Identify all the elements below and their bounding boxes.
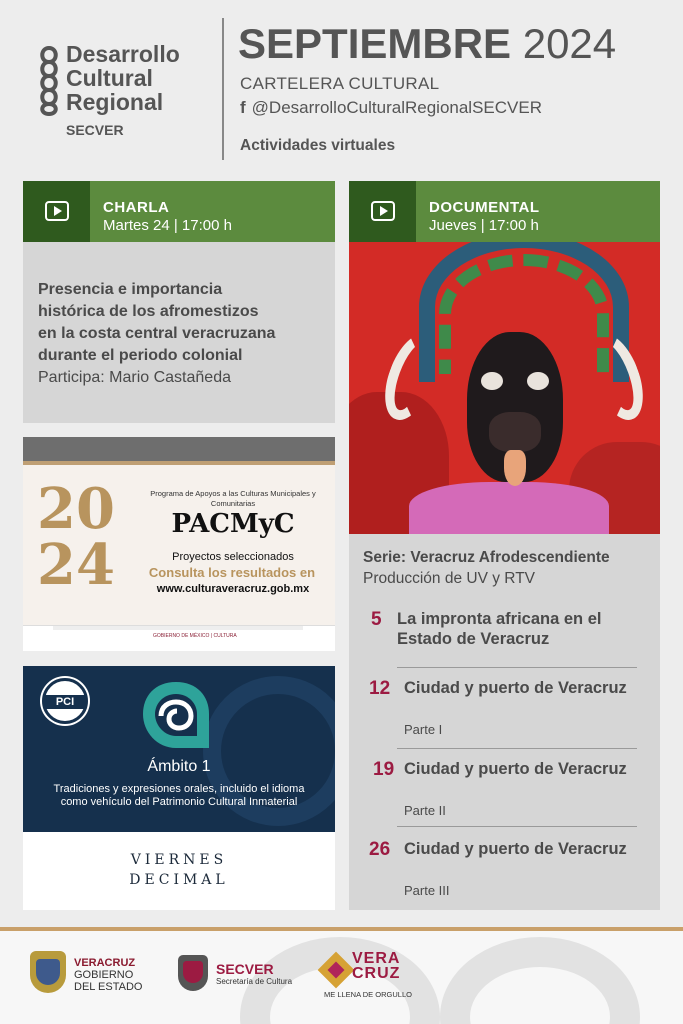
documental-produccion: Producción de UV y RTV [363, 570, 536, 587]
documental-serie: Serie: Veracruz Afrodescendiente [363, 549, 610, 566]
footer [0, 927, 683, 1024]
pacmyc-program: Programa de Apoyos a las Culturas Municipales y Comunitarias [150, 489, 316, 508]
pci-badge-icon: PCI [42, 678, 88, 724]
foot-deco2 [440, 937, 640, 1024]
episode-divider [397, 748, 637, 749]
play-box [23, 181, 90, 242]
episode-title: Ciudad y puerto de Veracruz [404, 760, 627, 778]
charla-participant: Participa: Mario Castañeda [38, 369, 231, 386]
episode-divider [397, 826, 637, 827]
documental-type: DOCUMENTAL [429, 199, 540, 216]
pacmyc-banner[interactable] [23, 437, 335, 651]
episode-day: 5 [371, 609, 382, 630]
play-box [349, 181, 416, 242]
infinity-mark-icon [38, 44, 60, 116]
veracruz-brand: VERA CRUZ [352, 950, 401, 982]
eye [527, 372, 549, 390]
page-title: SEPTIEMBRE 2024 [238, 20, 617, 67]
secver-logo: SECVER [216, 961, 274, 977]
episode-title: Ciudad y puerto de Veracruz [404, 679, 627, 697]
episode-title: La impronta africana en el Estado de Veracruz [397, 610, 602, 648]
secver-shield-icon [178, 955, 208, 991]
episode-item[interactable] [369, 678, 637, 738]
ambito-title: Ámbito 1 [147, 758, 211, 775]
episode-part: Parte III [404, 883, 450, 898]
ambito-description: Tradiciones y expresiones orales, incluido el idioma como vehículo del Patrimonio Cultural Inmaterial [53, 783, 305, 808]
facebook-handle[interactable]: f @DesarrolloCulturalRegionalSECVER [240, 98, 542, 117]
episode-title: Ciudad y puerto de Veracruz [404, 840, 627, 858]
pacmyc-fineprint [53, 626, 303, 630]
episode-divider [397, 667, 637, 668]
ambito-banner [23, 666, 335, 832]
pacmyc-year: 20 24 [37, 476, 115, 598]
tongue [504, 450, 526, 486]
logo-wordmark: Desarrollo Cultural Regional [66, 41, 180, 115]
pacmyc-name: PACMyC [171, 509, 295, 539]
header-divider [222, 18, 224, 160]
documental-card[interactable] [349, 181, 660, 910]
pacmyc-url[interactable]: www.culturaveracruz.gob.mx [156, 583, 310, 595]
snout [489, 412, 541, 452]
play-icon[interactable] [371, 201, 395, 221]
episode-part: Parte II [404, 803, 446, 818]
episode-day: 26 [369, 839, 391, 860]
episode-part: Parte I [404, 722, 443, 737]
veracruz-slogan: ME LLENA DE ORGULLO [324, 990, 412, 999]
documental-header [349, 181, 660, 242]
section-heading: Actividades virtuales [240, 137, 396, 154]
pacmyc-topbar [23, 437, 335, 461]
logo-subtitle: SECVER [66, 122, 124, 138]
episode-item[interactable] [369, 759, 637, 819]
episode-item[interactable] [369, 839, 637, 899]
episode-item[interactable] [369, 609, 637, 653]
charla-datetime: Martes 24 | 17:00 h [103, 217, 232, 234]
ambito-card[interactable] [23, 666, 335, 910]
charla-header [23, 181, 335, 242]
documental-datetime: Jueves | 17:00 h [429, 217, 539, 234]
mask-photo [349, 242, 660, 534]
episode-day: 12 [369, 678, 391, 699]
cartelera-label: CARTELERA CULTURAL [240, 74, 440, 93]
gobierno-mexico-logo: GOBIERNO DE MÉXICO | CULTURA [153, 633, 237, 639]
charla-description: Presencia e importancia histórica de los afromestizos en la costa central veracruzana durante el periodo colonial Participa: Mario Castañeda [38, 281, 276, 386]
episode-day: 19 [373, 759, 395, 780]
charla-card[interactable] [23, 181, 335, 423]
veracruz-gobierno-logo: VERACRUZ GOBIERNO DEL ESTADO [74, 957, 143, 993]
cloth [409, 482, 609, 534]
pacmyc-selected: Proyectos seleccionados [172, 551, 294, 563]
eye [481, 372, 503, 390]
pacmyc-consulta: Consulta los resultados en [148, 565, 316, 580]
viernes-decimal-brand: VIERNES DECIMAL [129, 852, 229, 888]
play-icon[interactable] [45, 201, 69, 221]
footer-accent-line [0, 927, 683, 931]
desarrollo-cultural-logo [38, 42, 218, 142]
veracruz-shield-icon [30, 951, 66, 993]
bull-mask [467, 332, 563, 482]
pci-spiral-logo-icon [139, 678, 213, 752]
secver-subtitle: Secretaría de Cultura [216, 977, 293, 986]
facebook-icon: f [240, 98, 246, 117]
pacmyc-footer [23, 625, 335, 651]
charla-type: CHARLA [103, 199, 170, 216]
